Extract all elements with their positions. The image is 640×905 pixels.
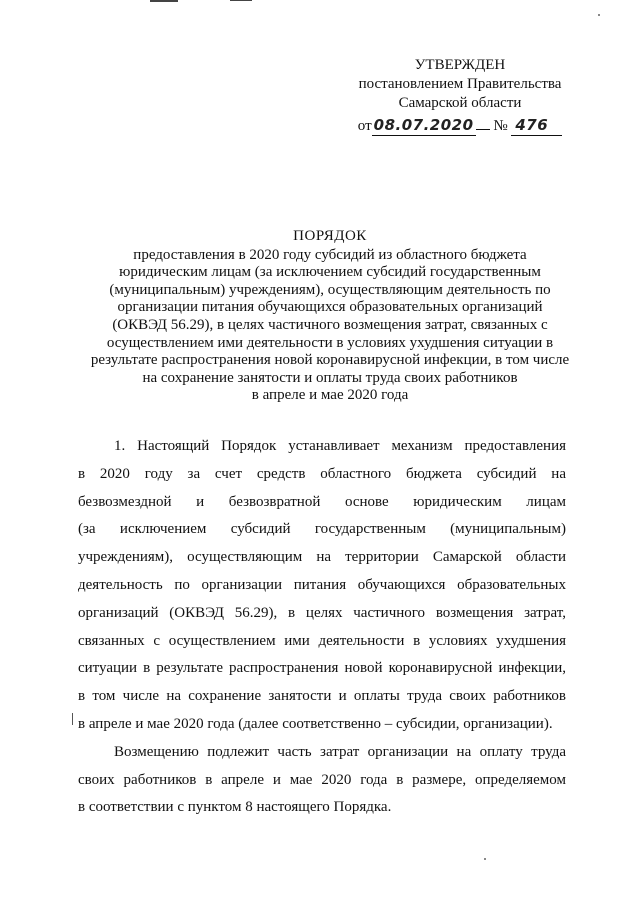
approved-label: УТВЕРЖДЕН <box>414 57 506 73</box>
margin-mark <box>72 713 73 725</box>
body-line: в соответствии с пунктом 8 настоящего Порядка. <box>78 799 392 816</box>
title-line: юридическим лицам (за исключением субсидий государственным <box>119 264 541 281</box>
title-heading: ПОРЯДОК <box>293 228 367 244</box>
body-line: в 2020 году за счет средств областного бюджета субсидий на <box>78 465 566 482</box>
scan-artifact <box>230 0 252 1</box>
body-line: (за исключением субсидий государственным (муниципальным) <box>78 521 566 538</box>
body-line: в апреле и мае 2020 года (далее соответственно – субсидии, организации). <box>78 715 553 732</box>
paragraph-2 <box>78 739 566 822</box>
body-line: связанных с осуществлением ими деятельности в условиях ухудшения <box>78 632 566 649</box>
handwritten-date: 08.07.2020 <box>373 116 474 134</box>
scan-artifact <box>598 14 600 16</box>
approval-authority: постановлением Правительства <box>358 76 562 92</box>
title-line: (ОКВЭД 56.29), в целях частичного возмещения затрат, связанных с <box>112 316 548 333</box>
approval-region: Самарской области <box>398 95 522 111</box>
title-line: организации питания обучающихся образовательных организаций <box>117 299 543 316</box>
approval-block <box>330 56 590 136</box>
body-line: в том числе на сохранение занятости и оплаты труда своих работников <box>78 688 566 705</box>
title-line: в апреле и мае 2020 года <box>251 387 409 404</box>
body-line: ситуации в результате распространения новой коронавирусной инфекции, <box>78 660 566 677</box>
body-line: Возмещению подлежит часть затрат организации на оплату труда <box>114 743 566 760</box>
scan-artifact <box>484 858 486 860</box>
document-title <box>70 228 590 405</box>
date-underline <box>476 129 490 130</box>
title-line: предоставления в 2020 году субсидий из областного бюджета <box>133 246 527 263</box>
number-prefix: № <box>493 118 508 134</box>
body-line: безвозмездной и безвозвратной основе юридическим лицам <box>78 493 566 510</box>
approval-date-line <box>330 116 590 136</box>
paragraph-1 <box>78 433 566 739</box>
date-prefix: от <box>357 118 372 134</box>
title-line: результате распространения новой коронавирусной инфекции, в том числе <box>90 352 570 369</box>
document-body <box>78 433 566 822</box>
title-line: на сохранение занятости и оплаты труда своих работников <box>142 369 518 386</box>
body-line: организаций (ОКВЭД 56.29), в целях частичного возмещения затрат, <box>78 604 566 621</box>
body-line: учреждениям), осуществляющим на территории Самарской области <box>78 549 566 566</box>
title-line: осуществлением ими деятельности в условиях ухудшения ситуации в <box>106 334 554 351</box>
title-line: (муниципальным) учреждениям), осуществляющим деятельность по <box>109 281 551 298</box>
body-line: своих работников в апреле и мае 2020 года в размере, определяемом <box>78 771 566 788</box>
body-line: 1. Настоящий Порядок устанавливает механизм предоставления <box>114 438 566 454</box>
scan-artifact <box>150 0 178 2</box>
handwritten-number: 476 <box>511 116 562 136</box>
body-line: деятельность по организации питания обучающихся образовательных <box>78 576 566 593</box>
